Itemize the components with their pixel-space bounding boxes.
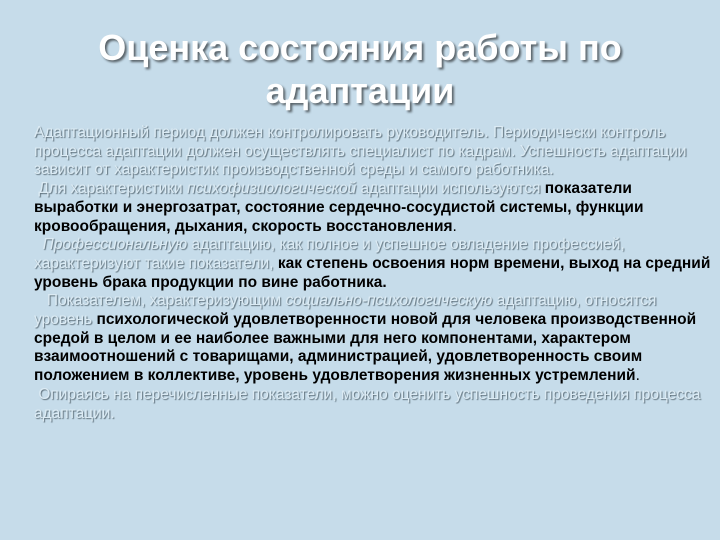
p5-text: Опираясь на перечисленные показатели, можно оценить успешность проведения процесса адаптации. [34, 385, 701, 422]
p2-lead-text: Для характеристики [38, 180, 188, 198]
p4-mid-text: адаптацию, относятся уровень [34, 292, 657, 329]
paragraph-control-text: Адаптационный период должен контролировать руководитель. Периодически контроль процесса адаптации должен осуществлять специалист по кадрам. Успешность адаптации зависит от характеристик производственной среды и самого работника. [34, 124, 687, 179]
p3-bold-indicators: как степень освоения норм времени, выход на средний уровень брака продукции по вине работника. [34, 254, 711, 291]
p2-italic-term: психофизиологической [187, 180, 357, 198]
paragraph-psychophysiological [34, 180, 716, 236]
p3-mid-text: адаптацию, как полное и успешное овладение профессией, характеризуют такие показатели, [34, 236, 625, 272]
p4-bold-indicators: психологической удовлетворенности новой для человека производственной средой в целом и ее наиболее важными для него компонентами, характером взаимоотношений с товарищами, администрацией, удовлетворенность своим положением в коллективе, уровень удовлетворения жизненных устремлений [34, 311, 697, 385]
p2-bold-indicators: показатели выработки и энергозатрат, состояние сердечно-сосудистой системы, функции кровообращения, дыхания, скорость восстановления [34, 180, 644, 235]
paragraph-conclusion [34, 386, 716, 423]
p4-lead-text: Показателем, характеризующим [46, 292, 286, 310]
p2-period: . [452, 217, 457, 235]
paragraph-control [34, 124, 716, 180]
p2-mid-text: адаптации используются [356, 180, 545, 198]
p4-italic-term: социально-психологическую [285, 292, 493, 310]
p3-italic-term: Профессиональную [42, 236, 188, 254]
slide-title: Оценка состояния работы по адаптации [98, 27, 622, 111]
slide-body [34, 124, 716, 423]
p4-period: . [635, 367, 640, 385]
paragraph-professional [34, 236, 716, 292]
paragraph-social-psychological [34, 292, 716, 386]
